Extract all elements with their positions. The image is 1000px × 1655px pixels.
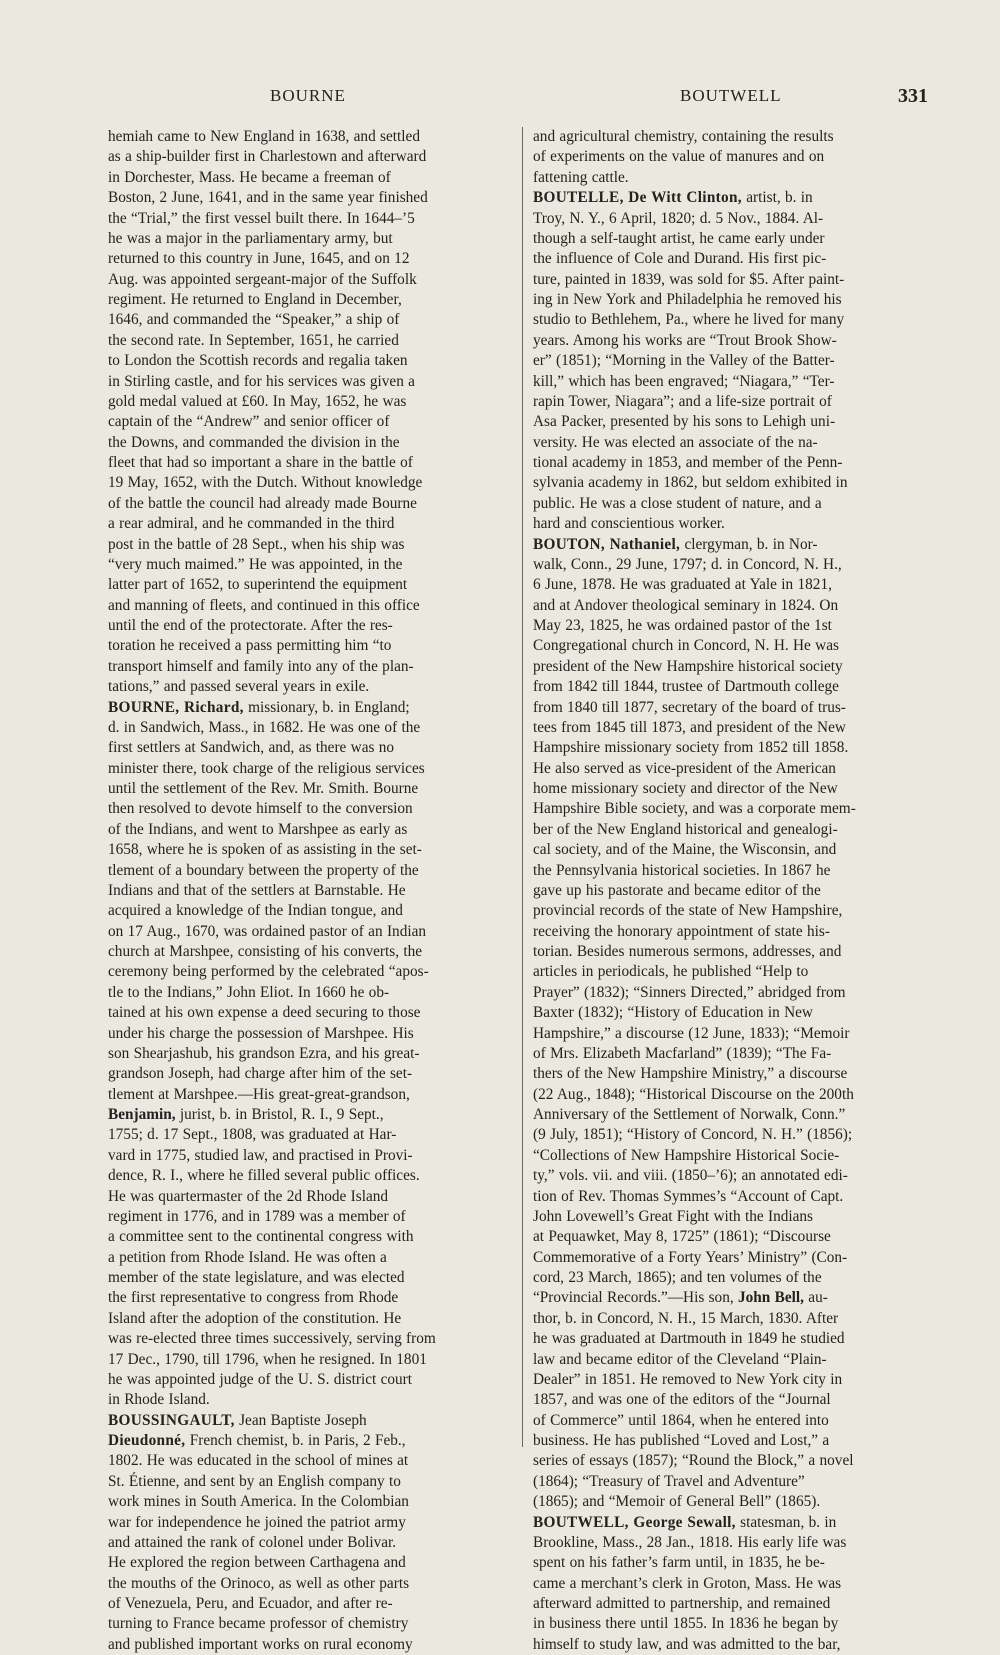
- text-line: ing in New York and Philadelphia he removed his: [533, 291, 842, 308]
- text-line: cal society, and of the Maine, the Wisconsin, and: [533, 841, 837, 859]
- text-line: a committee sent to the continental congress with: [108, 1228, 414, 1246]
- text-line: Aug. was appointed sergeant-major of the Suffolk: [108, 270, 417, 288]
- text-line: and at Andover theological seminary in 1824. On: [533, 596, 839, 614]
- text-line: articles in periodicals, he published “Help to: [533, 963, 809, 981]
- text-line: gold medal valued at £60. In May, 1652, he was: [108, 392, 407, 410]
- text-line: ty,” vols. vii. and viii. (1850–’6); an annotated edi-: [533, 1167, 848, 1185]
- text-line: (1864); “Treasury of Travel and Adventure”: [533, 1472, 805, 1490]
- page-header: [0, 86, 1000, 116]
- text-line: vard in 1775, studied law, and practised in Provi-: [108, 1146, 413, 1164]
- text-line: 1646, and commanded the “Speaker,” a ship of: [108, 311, 400, 329]
- text-line: cord, 23 March, 1865); and ten volumes of the: [533, 1269, 822, 1286]
- text-line: Hampshire,” a discourse (12 June, 1833); “Memoir: [533, 1024, 850, 1042]
- text-line: acquired a knowledge of the Indian tongue, and: [108, 902, 403, 920]
- text-line: minister there, took charge of the religious services: [108, 759, 425, 777]
- page-number: 331: [898, 85, 928, 107]
- text-line: receiving the honorary appointment of state his-: [533, 922, 830, 940]
- text-line: and manning of fleets, and continued in this office: [108, 596, 420, 614]
- text-line: Commemorative of a Forty Years’ Ministry” (Con-: [533, 1248, 848, 1266]
- text-line: walk, Conn., 29 June, 1797; d. in Concord, N. H.,: [533, 555, 842, 573]
- text-line: transport himself and family into any of the plan-: [108, 657, 414, 675]
- text-line: fleet that had so important a share in the battle of: [108, 454, 413, 471]
- text-line: church at Marshpee, consisting of his converts, the: [108, 943, 423, 960]
- text-line: until the settlement of the Rev. Mr. Smith. Bourne: [108, 780, 419, 797]
- text-line: the mouths of the Orinoco, as well as other parts: [108, 1574, 410, 1592]
- text-line: (22 Aug., 1848); “Historical Discourse on the 200th: [533, 1085, 854, 1103]
- text-line: rapin Tower, Niagara”; and a life-size portrait of: [533, 392, 832, 410]
- text-line: tlement at Marshpee.—His great-great-grandson,: [108, 1085, 410, 1103]
- text-line: tees from 1845 till 1873, and president of the New: [533, 718, 846, 736]
- text-line: to London the Scottish records and regalia taken: [108, 352, 408, 370]
- text-line: “Collections of New Hampshire Historical Socie-: [533, 1146, 840, 1164]
- text-line: grandson Joseph, had charge after him of the set-: [108, 1065, 413, 1083]
- text-line: He also served as vice-president of the American: [533, 759, 836, 777]
- text-line: Hampshire missionary society from 1852 till 1858.: [533, 739, 849, 757]
- text-line: in business there until 1855. In 1836 he began by: [533, 1615, 839, 1633]
- text-line: ture, painted in 1839, was sold for $5. After paint-: [533, 270, 845, 288]
- text-line: Boston, 2 June, 1641, and in the same year finished: [108, 189, 428, 207]
- text-line: tle to the Indians,” John Eliot. In 1660 he ob-: [108, 983, 390, 1001]
- text-line: BOUSSINGAULT, Jean Baptiste Joseph: [108, 1411, 367, 1429]
- text-line: Benjamin, jurist, b. in Bristol, R. I., 9 Sept.,: [108, 1106, 384, 1123]
- text-line: the second rate. In September, 1651, he carried: [108, 331, 399, 349]
- text-line: BOUTON, Nathaniel, clergyman, b. in Nor-: [533, 535, 818, 553]
- text-line: turning to France became professor of chemistry: [108, 1615, 409, 1633]
- text-line: hard and conscientious worker.: [533, 515, 725, 533]
- text-line: of experiments on the value of manures and on: [533, 148, 825, 166]
- text-line: BOUTWELL, George Sewall, statesman, b. in: [533, 1513, 837, 1531]
- text-line: ber of the New England historical and genealogi-: [533, 820, 838, 838]
- text-line: tations,” and passed several years in exile.: [108, 678, 370, 696]
- text-line: son Shearjashub, his grandson Ezra, and his great-: [108, 1044, 420, 1062]
- text-line: president of the New Hampshire historical society: [533, 657, 843, 675]
- text-line: Island after the adoption of the constitution. He: [108, 1309, 402, 1327]
- text-line: the “Trial,” the first vessel built there. In 1644–’5: [108, 209, 415, 227]
- text-line: BOUTELLE, De Witt Clinton, artist, b. in: [533, 189, 813, 207]
- text-line: studio to Bethlehem, Pa., where he lived for many: [533, 311, 845, 329]
- text-line: hemiah came to New England in 1638, and settled: [108, 128, 420, 145]
- text-line: and agricultural chemistry, containing the results: [533, 128, 834, 145]
- text-line: of the Indians, and went to Marshpee as early as: [108, 820, 408, 838]
- text-line: public. He was a close student of nature, and a: [533, 494, 822, 512]
- left-column: [108, 127, 518, 1655]
- text-line: in Dorchester, Mass. He became a freeman of: [108, 168, 391, 186]
- text-line: returned to this country in June, 1645, and on 12: [108, 250, 410, 268]
- text-line: under his charge the possession of Marshpee. His: [108, 1024, 414, 1042]
- text-line: Troy, N. Y., 6 April, 1820; d. 5 Nov., 1884. Al-: [533, 209, 824, 227]
- text-line: Hampshire Bible society, and was a corporate mem-: [533, 800, 856, 818]
- text-line: the Pennsylvania historical societies. In 1867 he: [533, 861, 831, 879]
- text-line: a petition from Rhode Island. He was often a: [108, 1248, 387, 1266]
- text-line: Congregational church in Concord, N. H. He was: [533, 637, 839, 655]
- text-line: d. in Sandwich, Mass., in 1682. He was one of the: [108, 718, 421, 736]
- text-line: law and became editor of the Cleveland “Plain-: [533, 1350, 827, 1368]
- right-running-head: BOUTWELL: [680, 86, 782, 105]
- text-line: ceremony being performed by the celebrated “apos-: [108, 963, 429, 981]
- text-line: versity. He was elected an associate of the na-: [533, 433, 818, 451]
- text-line: of Commerce” until 1864, when he entered into: [533, 1411, 829, 1429]
- text-line: 1755; d. 17 Sept., 1808, was graduated at Har-: [108, 1126, 397, 1144]
- text-line: years. Among his works are “Trout Brook Show-: [533, 331, 837, 349]
- text-line: Dealer” in 1851. He removed to New York city in: [533, 1370, 843, 1388]
- text-line: from 1840 till 1877, secretary of the board of trus-: [533, 698, 846, 716]
- text-line: tion of Rev. Thomas Symmes’s “Account of Capt.: [533, 1187, 844, 1205]
- text-line: regiment in 1776, and in 1789 was a member of: [108, 1207, 406, 1225]
- text-line: May 23, 1825, he was ordained pastor of the 1st: [533, 617, 832, 634]
- text-line: tained at his own expense a deed securing to those: [108, 1004, 421, 1022]
- text-line: and attained the rank of colonel under Bolivar.: [108, 1533, 397, 1551]
- text-line: toration he received a pass permitting him “to: [108, 637, 392, 655]
- text-line: regiment. He returned to England in December,: [108, 291, 402, 308]
- text-line: er” (1851); “Morning in the Valley of the Batter-: [533, 352, 835, 370]
- text-line: he was graduated at Dartmouth in 1849 he studied: [533, 1330, 845, 1348]
- text-line: then resolved to devote himself to the conversion: [108, 800, 413, 818]
- text-line: he was appointed judge of the U. S. district court: [108, 1370, 412, 1388]
- text-line: on 17 Aug., 1670, was ordained pastor of an Indian: [108, 922, 427, 940]
- left-running-head: BOURNE: [270, 86, 346, 105]
- text-line: the Downs, and commanded the division in the: [108, 433, 400, 451]
- text-line: (9 July, 1851); “History of Concord, N. H.” (1856);: [533, 1126, 853, 1144]
- text-line: home missionary society and director of the New: [533, 780, 838, 797]
- text-line: spent on his father’s farm until, in 1835, he be-: [533, 1554, 825, 1572]
- text-line: captain of the “Andrew” and senior officer of: [108, 413, 390, 431]
- text-line: the first representative to congress from Rhode: [108, 1289, 399, 1307]
- text-line: Anniversary of the Settlement of Norwalk, Conn.”: [533, 1106, 846, 1123]
- text-line: 6 June, 1878. He was graduated at Yale in 1821,: [533, 576, 832, 594]
- text-line: 1658, where he is spoken of as assisting in the set-: [108, 841, 422, 859]
- text-line: was re-elected three times successively, serving from: [108, 1330, 436, 1348]
- text-line: member of the state legislature, and was elected: [108, 1269, 405, 1286]
- text-line: BOURNE, Richard, missionary, b. in England;: [108, 698, 410, 716]
- text-line: until the end of the protectorate. After the res-: [108, 617, 393, 634]
- text-line: business. He has published “Loved and Lost,” a: [533, 1432, 830, 1449]
- text-line: thers of the New Hampshire Ministry,” a discourse: [533, 1065, 848, 1083]
- text-line: at Pequawket, May 8, 1725” (1861); “Discourse: [533, 1228, 831, 1246]
- text-line: series of essays (1857); “Round the Block,” a novel: [533, 1452, 854, 1470]
- text-line: of Mrs. Elizabeth Macfarland” (1839); “The Fa-: [533, 1044, 832, 1062]
- text-line: of the battle the council had already made Bourne: [108, 494, 417, 512]
- text-line: in Stirling castle, and for his services was given a: [108, 372, 415, 390]
- text-line: from 1842 till 1844, trustee of Dartmouth college: [533, 678, 839, 696]
- text-line: he was a major in the parliamentary army, but: [108, 229, 393, 247]
- text-line: (1865); and “Memoir of General Bell” (1865).: [533, 1493, 821, 1511]
- text-line: a rear admiral, and he commanded in the third: [108, 515, 395, 533]
- text-line: first settlers at Sandwich, and, as there was no: [108, 739, 395, 757]
- text-line: fattening cattle.: [533, 168, 629, 186]
- text-line: post in the battle of 28 Sept., when his ship was: [108, 535, 405, 553]
- text-line: torian. Besides numerous sermons, addresses, and: [533, 943, 842, 960]
- text-line: the influence of Cole and Durand. His first pic-: [533, 250, 827, 268]
- text-line: work mines in South America. In the Colombian: [108, 1493, 409, 1511]
- text-line: Brookline, Mass., 28 Jan., 1818. His early life was: [533, 1533, 847, 1551]
- text-line: tlement of a boundary between the property of the: [108, 861, 419, 879]
- text-line: gave up his pastorate and became editor of the: [533, 881, 821, 899]
- text-line: Indians and that of the settlers at Barnstable. He: [108, 881, 406, 899]
- text-line: John Lovewell’s Great Fight with the Indians: [533, 1207, 814, 1225]
- text-line: provincial records of the state of New Hampshire,: [533, 902, 843, 920]
- text-line: of Venezuela, Peru, and Ecuador, and after re-: [108, 1595, 393, 1612]
- text-line: himself to study law, and was admitted to the bar,: [533, 1635, 841, 1653]
- text-line: Prayer” (1832); “Sinners Directed,” abridged from: [533, 983, 846, 1001]
- text-line: 1857, and was one of the editors of the “Journal: [533, 1391, 831, 1409]
- text-line: St. Étienne, and sent by an English company to: [108, 1472, 401, 1490]
- text-line: 17 Dec., 1790, till 1796, when he resigned. In 1801: [108, 1350, 427, 1368]
- text-line: sylvania academy in 1862, but seldom exhibited in: [533, 474, 848, 492]
- text-line: tional academy in 1853, and member of the Penn-: [533, 454, 843, 471]
- text-line: came a merchant’s clerk in Groton, Mass. He was: [533, 1574, 842, 1592]
- text-line: afterward admitted to partnership, and remained: [533, 1595, 831, 1612]
- text-line: Dieudonné, French chemist, b. in Paris, 2 Feb.,: [108, 1432, 406, 1449]
- text-line: Asa Packer, presented by his sons to Lehigh uni-: [533, 413, 836, 431]
- text-line: thor, b. in Concord, N. H., 15 March, 1830. After: [533, 1309, 839, 1327]
- text-line: and published important works on rural economy: [108, 1635, 413, 1653]
- text-line: He was quartermaster of the 2d Rhode Island: [108, 1187, 389, 1205]
- text-line: “very much maimed.” He was appointed, in the: [108, 555, 403, 573]
- text-line: “Provincial Records.”—His son, John Bell, au-: [533, 1289, 828, 1307]
- text-line: 1802. He was educated in the school of mines at: [108, 1452, 409, 1470]
- text-line: though a self-taught artist, he came early under: [533, 229, 825, 247]
- text-line: in Rhode Island.: [108, 1391, 210, 1409]
- text-line: He explored the region between Carthagena and: [108, 1554, 406, 1572]
- text-line: Baxter (1832); “History of Education in New: [533, 1004, 813, 1022]
- text-line: dence, R. I., where he filled several public offices.: [108, 1167, 420, 1185]
- right-column: [533, 127, 943, 1655]
- text-line: kill,” which has been engraved; “Niagara,” “Ter-: [533, 372, 835, 390]
- text-line: 19 May, 1652, with the Dutch. Without knowledge: [108, 474, 423, 492]
- text-line: as a ship-builder first in Charlestown and afterward: [108, 148, 427, 166]
- text-line: war for independence he joined the patriot army: [108, 1513, 406, 1531]
- column-divider: [522, 127, 523, 1447]
- text-line: latter part of 1652, to superintend the equipment: [108, 576, 408, 594]
